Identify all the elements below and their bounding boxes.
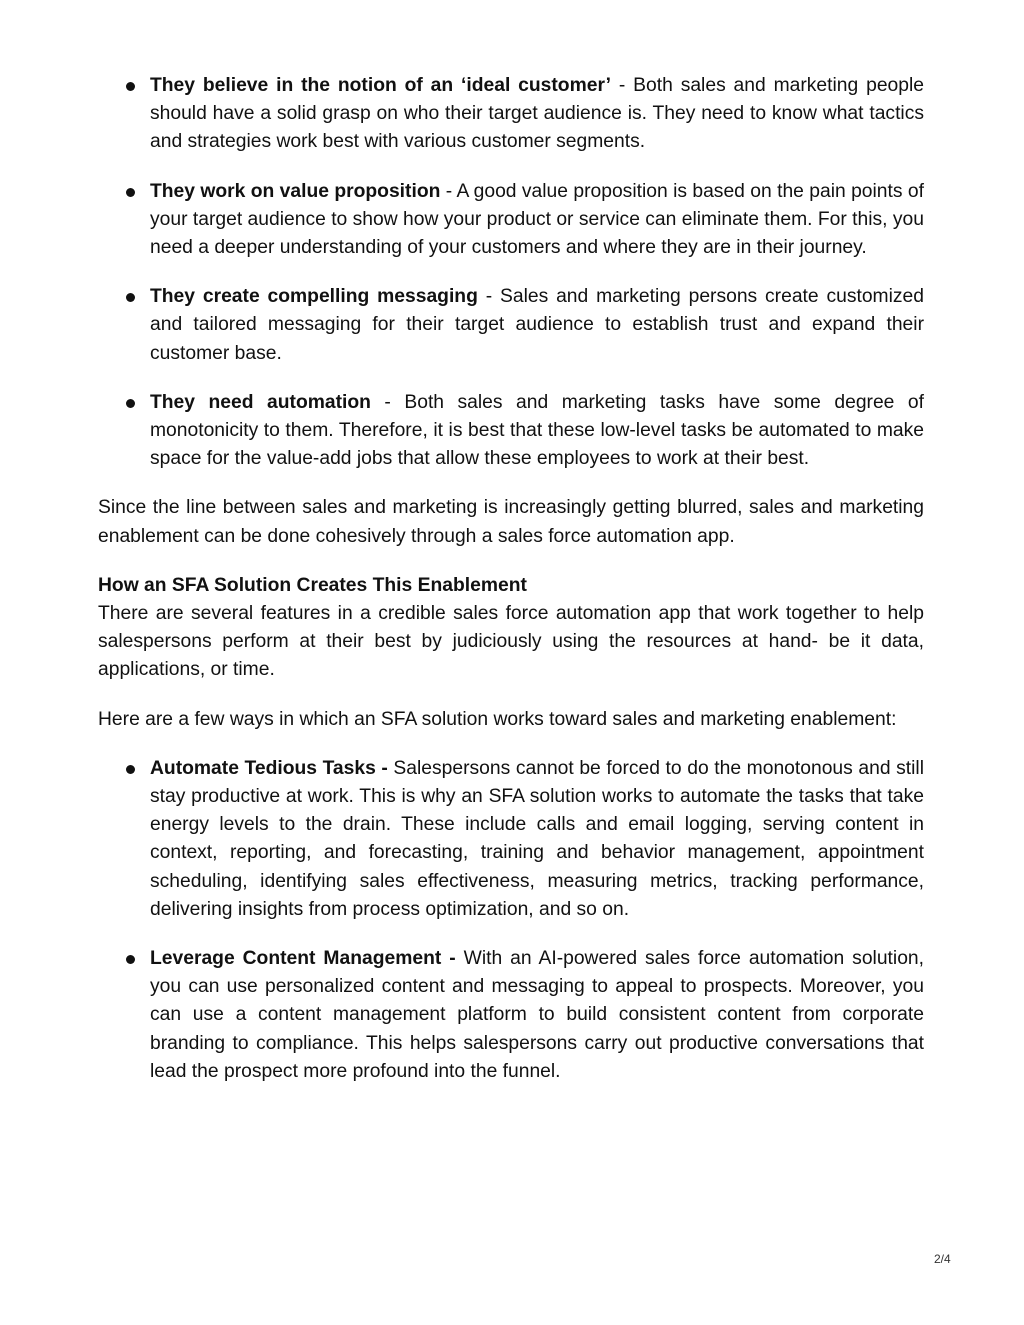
bullet-list-traits [98, 72, 924, 473]
list-item-text: - Both sales and marketing people should have a solid grasp on who their target audience is. They need to know what tactics and strategies work best with various customer segments. [150, 75, 924, 153]
list-item [150, 945, 924, 1086]
list-item-text: - Both sales and marketing tasks have some degree of monotonicity to them. Therefore, it is best that these low-level tasks be automated to make space for the value-add jobs that allow these employees to work at their best. [150, 391, 924, 470]
list-item [150, 72, 924, 157]
page-number: 2/4 [934, 1252, 951, 1266]
bullet-icon [126, 188, 135, 197]
list-item [150, 283, 924, 368]
bullet-icon [126, 955, 135, 964]
list-item-text: - A good value proposition is based on the pain points of your target audience to show how your product or service can eliminate them. For this, you need a deeper understanding of your customers and where they are in their journey. [150, 180, 924, 259]
bullet-icon [126, 765, 135, 774]
list-item-text: With an AI-powered sales force automation solution, you can use personalized content and messaging to appeal to prospects. Moreover, you can use a content management platform to build consistent content from corporate branding to compliance. This helps salespersons carry out productive conversations that lead the prospect more profound into the funnel. [150, 948, 925, 1082]
list-item-title: They need automation [150, 391, 371, 413]
list-item [150, 389, 924, 474]
list-item-text: Salespersons cannot be forced to do the monotonous and still stay productive at work. This is why an SFA solution works to automate the tasks that take energy levels to the drain. These include calls and email logging, serving content in context, reporting, and forecasting, training and behavior management, appointment scheduling, identifying sales effectiveness, measuring metrics, tracking performance, delivering insights from process optimization, and so on. [150, 757, 924, 920]
list-item-title: They believe in the notion of an ‘ideal customer’ [150, 75, 612, 96]
list-item-title: They create compelling messaging [150, 286, 478, 308]
document-page [98, 72, 924, 1107]
paragraph-blurred: Since the line between sales and marketing is increasingly getting blurred, sales and marketing enablement can be done cohesively through a sales force automation app. [98, 497, 924, 547]
bullet-icon [126, 399, 135, 408]
section-heading: How an SFA Solution Creates This Enablement [98, 574, 527, 596]
list-item-text: - Sales and marketing persons create customized and tailored messaging for their target audience to establish trust and expand their customer base. [150, 286, 924, 364]
bullet-list-ways [98, 755, 924, 1086]
list-item-title: They work on value proposition [150, 180, 441, 202]
bullet-icon [126, 82, 135, 91]
bullet-icon [126, 293, 135, 302]
list-item-title: Automate Tedious Tasks - [150, 757, 388, 779]
list-item [150, 178, 924, 263]
paragraph-features: There are several features in a credible sales force automation app that work together to help salespersons perform at their best by judiciously using the resources at hand- be it data, applications, or time. [98, 603, 924, 681]
paragraph-ways: Here are a few ways in which an SFA solution works toward sales and marketing enablement: [98, 708, 897, 730]
list-item [150, 755, 924, 924]
list-item-title: Leverage Content Management - [150, 948, 456, 970]
